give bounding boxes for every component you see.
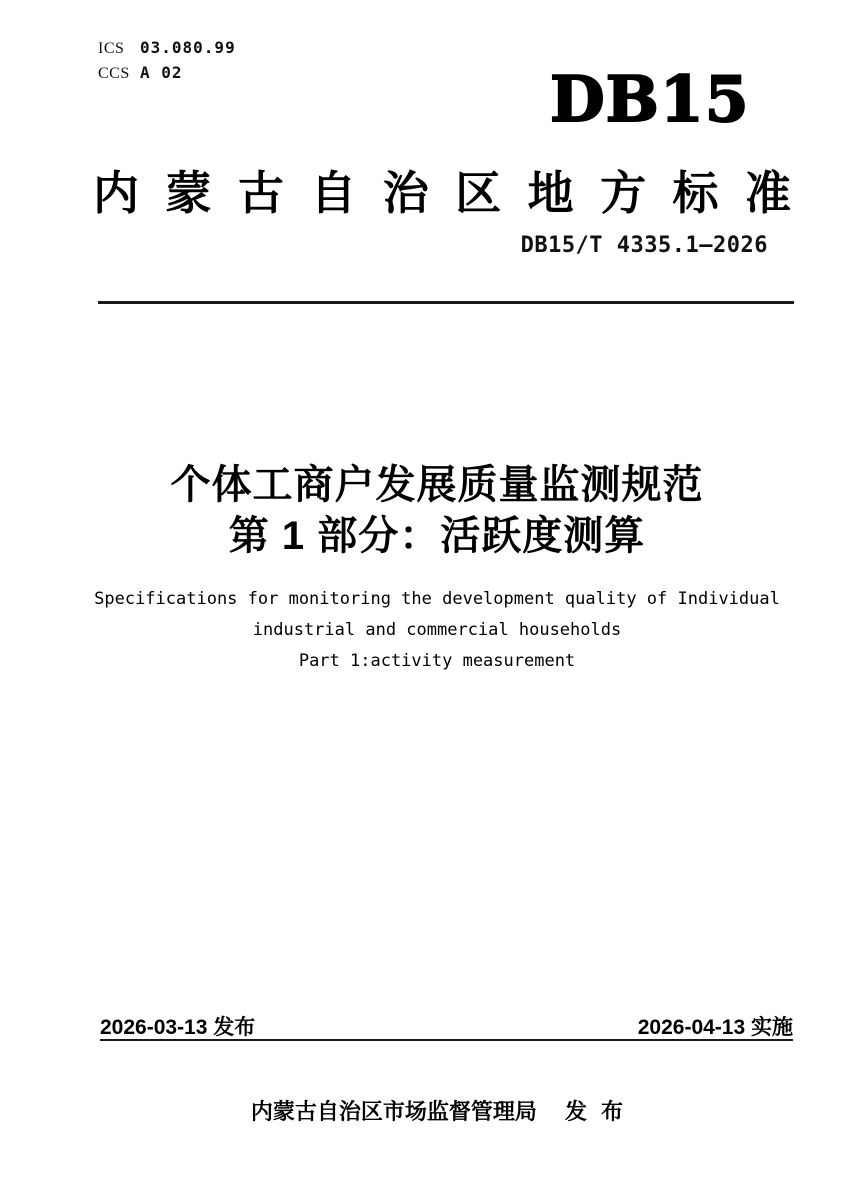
publisher-name: 内蒙古自治区市场监督管理局 <box>250 1099 537 1124</box>
document-number: DB15/T 4335.1—2026 <box>520 233 768 258</box>
publisher-row <box>87 1095 787 1126</box>
publish-action-label: 发 布 <box>564 1099 624 1124</box>
ics-label: ICS <box>98 40 125 57</box>
db15-logo: DB15 <box>550 62 750 136</box>
classification-codes <box>98 36 236 86</box>
title-line-2: 第 1 部分：活跃度测算 <box>228 514 646 558</box>
standard-name-char: 标 <box>672 167 719 219</box>
standard-name-char: 地 <box>527 167 574 219</box>
ccs-label: CCS <box>98 65 130 82</box>
standard-name-char: 古 <box>237 167 284 219</box>
dates-row <box>100 1011 793 1041</box>
english-subtitle-line: Part 1:activity measurement <box>298 651 576 671</box>
standard-name-char: 内 <box>93 167 139 219</box>
english-subtitle <box>87 584 787 677</box>
ccs-code: A 02 <box>140 63 183 82</box>
header-divider-rule <box>98 301 794 304</box>
standard-name-char: 区 <box>455 167 502 219</box>
footer-divider-rule <box>100 1039 793 1041</box>
standard-name-char: 准 <box>744 167 791 219</box>
issue-date: 2026-03-13 发布 <box>100 1016 256 1039</box>
standard-name-char: 方 <box>600 167 647 219</box>
title-line-1: 个体工商户发展质量监测规范 <box>170 463 704 507</box>
standard-name-char: 蒙 <box>165 167 212 219</box>
ics-code: 03.080.99 <box>140 38 236 57</box>
standard-name-char: 自 <box>310 167 357 219</box>
ics-row <box>98 36 236 61</box>
standard-type-name <box>93 168 791 218</box>
standard-name-char: 治 <box>382 167 429 219</box>
english-subtitle-line: Specifications for monitoring the development quality of Individual <box>94 589 780 609</box>
english-subtitle-line: industrial and commercial households <box>252 620 622 640</box>
implement-date: 2026-04-13 实施 <box>637 1016 793 1039</box>
document-title <box>87 460 787 562</box>
ccs-row <box>98 61 236 86</box>
